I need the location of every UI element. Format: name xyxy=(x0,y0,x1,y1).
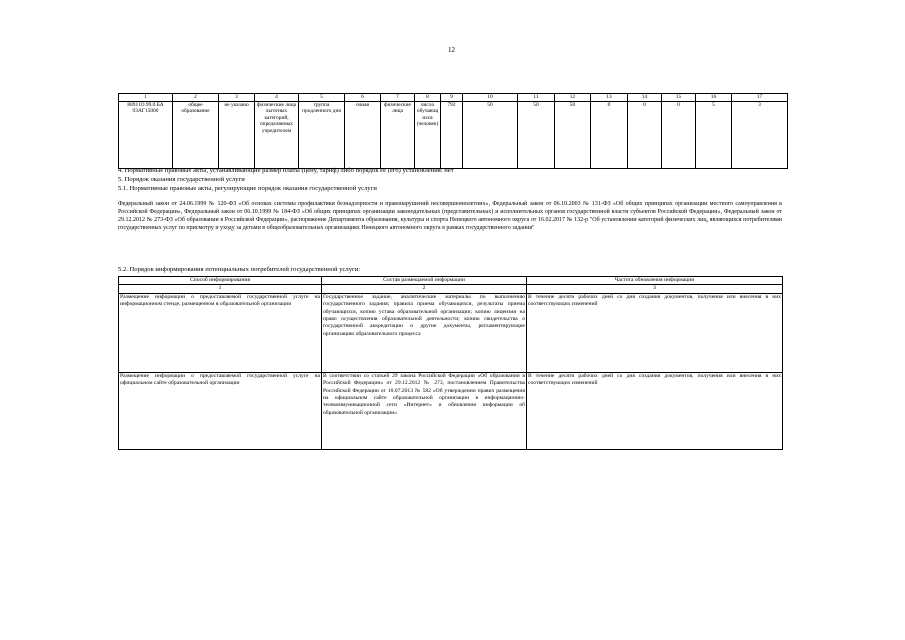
header-cell: 11 xyxy=(518,94,555,102)
header-cell: 7 xyxy=(381,94,415,102)
table-cell: 88911О.99.0.БА 93АГ15000 xyxy=(119,101,173,168)
header-cell: 9 xyxy=(441,94,463,102)
header-cell: 13 xyxy=(591,94,628,102)
header-cell: 5 xyxy=(299,94,345,102)
header-cell: 15 xyxy=(662,94,696,102)
table-cell: 50 xyxy=(463,101,518,168)
header-cell: 4 xyxy=(255,94,299,102)
table-cell: 3 xyxy=(732,101,788,168)
header-cell: 10 xyxy=(463,94,518,102)
table-cell: 0 xyxy=(628,101,662,168)
table-cell: В течение десяти рабочих дней со дня создания документов, получения или внесения в них соответствующих изменений xyxy=(527,372,783,449)
header-cell: 12 xyxy=(555,94,591,102)
section-5-1-heading: 5.1. Нормативные правовые акты, регулирующие порядок оказания государственной услуги xyxy=(118,185,377,192)
header-cell: 1 xyxy=(119,285,322,293)
table-cell: число обучающ ихся (человек) xyxy=(415,101,441,168)
header-cell: 17 xyxy=(732,94,788,102)
table-cell: В соответствии со статьей 29 закона Российской Федерации «Об образовании в Российской Федерации» от 29.12.2012 № 273, постановлением Правительства Российской Федерации от 10.07.2013 № 582 «Об утверждении правил размещения на официальном сайте образовательной организации в информационно-телекоммуникационной сети «Интернет» и обновления информации об образовательной организации» xyxy=(322,372,527,449)
table-row xyxy=(119,372,783,449)
header-cell: Частота обновления информации xyxy=(527,277,783,285)
header-cell: 14 xyxy=(628,94,662,102)
table-cell: не указано xyxy=(219,101,255,168)
table-cell: группа продленного дня xyxy=(299,101,345,168)
header-cell: 3 xyxy=(219,94,255,102)
table-cell: Государственное задание, аналитические материалы по выполнению государственного задания; правила приема обучающихся, результаты приема обучающихся, копию устава образовательной организации; копию лицензии на право осуществления образовательной деятельности; копию свидетельства о государственной аккредитации и другие документы, регламентирующие организацию образовательного процесса xyxy=(322,293,527,372)
table-number-row xyxy=(119,285,783,293)
table-cell: В течение десяти рабочих дней со дня создания документов, получения или внесения в них соответствующих изменений xyxy=(527,293,783,372)
table-cell: общее образование xyxy=(173,101,219,168)
header-cell: 1 xyxy=(119,94,173,102)
table-header-row xyxy=(119,277,783,285)
table-cell: 50 xyxy=(555,101,591,168)
header-cell: 6 xyxy=(345,94,381,102)
section-5-heading: 5. Порядок оказания государственной услуги xyxy=(118,176,245,183)
table-cell: очная xyxy=(345,101,381,168)
section-5-2-heading: 5.2. Порядок информирования потенциальных потребителей государственной услуги: xyxy=(118,266,361,273)
informing-table xyxy=(118,276,783,450)
table-cell: 792 xyxy=(441,101,463,168)
page-number: 12 xyxy=(448,46,455,54)
table-cell: физические лица льготных категорий, определяемых учредителем xyxy=(255,101,299,168)
table-cell: Размещение информации о предоставляемой государственной услуге на информационном стенде, размещенном в образовательной организации xyxy=(119,293,322,372)
table-cell: Размещение информации о предоставляемой государственной услуге на официальном сайте образовательной организации xyxy=(119,372,322,449)
service-volume-table xyxy=(118,93,788,169)
header-cell: Состав размещаемой информации xyxy=(322,277,527,285)
header-cell: 2 xyxy=(173,94,219,102)
table-row xyxy=(119,101,788,168)
header-cell: 2 xyxy=(322,285,527,293)
header-cell: 8 xyxy=(415,94,441,102)
header-cell: Способ информирования xyxy=(119,277,322,285)
table-cell: 0 xyxy=(662,101,696,168)
table-cell: 0 xyxy=(591,101,628,168)
table-cell: 5 xyxy=(696,101,732,168)
table-cell: 50 xyxy=(518,101,555,168)
table-cell: физические лица xyxy=(381,101,415,168)
header-cell: 3 xyxy=(527,285,783,293)
legal-acts-text: Федеральный закон от 24.06.1999 № 120-ФЗ «Об основах системы профилактики безнадзорности и правонарушений несовершеннолетних», Федеральный закон от 06.10.2003 № 131-ФЗ «Об общих принципах организации местного самоуправления в Российской Федерации», Федеральный закон от 06.10.1999 № 184-ФЗ «Об общих принципах организации законодательных (представительных) и исполнительных органов государственной власти субъектов Российской Федерации», Федеральный закон от 29.12.2012 № 273-ФЗ «Об образовании в Российской Федерации», распоряжение Департамента образования, культуры и спорта Ненецкого автономного округа от 16.02.2017 № 132-р "Об установлении категорий физических лиц, являющихся потребителями государственных услуг по присмотру и уходу за детьми в общеобразовательных организациях Ненецкого автономного округа в рамках государственного задания" xyxy=(118,201,782,231)
table-header-row xyxy=(119,94,788,102)
table-row xyxy=(119,293,783,372)
header-cell: 16 xyxy=(696,94,732,102)
section-4-heading: 4. Нормативные правовые акты, устанавливающие размер платы (цену, тариф) либо порядок ее (его) установления: нет xyxy=(118,167,454,174)
